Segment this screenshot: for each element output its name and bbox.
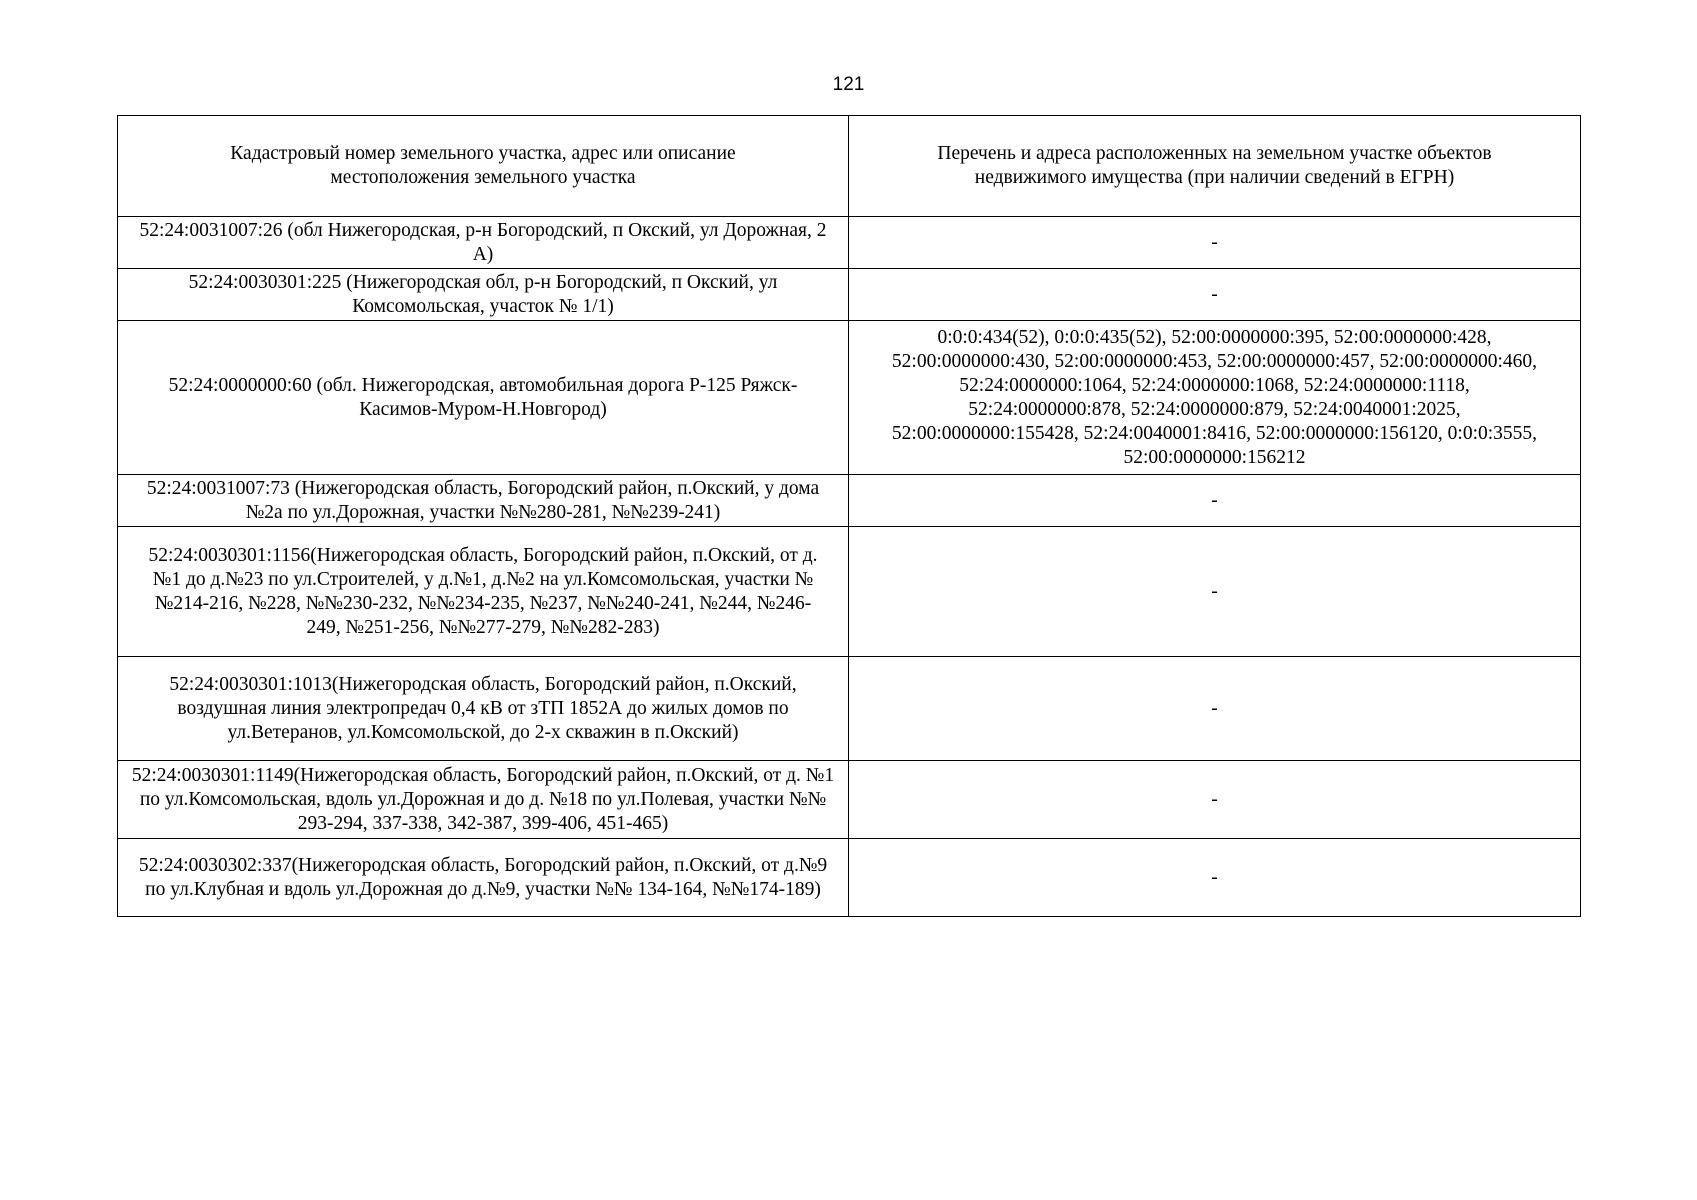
parcel-text: 52:24:0030302:337(Нижегородская область, Богородский район, п.Окский, от д.№9 по ул.Клубная и вдоль ул.Дорожная до д.№9, участки №№ 134-164, №№174-189) bbox=[138, 854, 828, 900]
objects-text: 0:0:0:434(52), 0:0:0:435(52), 52:00:0000000:395, 52:00:0000000:428, 52:00:0000000:430, 52:00:0000000:453, 52:00:0000000:457, 52:00:0000000:460, 52:24:0000000:1064, 52:24:0000000:1068, 52:24:0000000:1118, 52:24:0000000:878, 52:24:0000000:879, 52:24:0040001:2025, 52:00:0000000:155428, 52:24:0040001:8416, 52:00:0000000:156120, 0:0:0:3555, 52:00:0000000:156212 bbox=[891, 326, 1538, 468]
objects-cell bbox=[849, 217, 1581, 269]
objects-cell bbox=[849, 475, 1581, 527]
table-row bbox=[118, 269, 1581, 321]
table-header-row bbox=[118, 116, 1581, 217]
parcel-cell bbox=[118, 839, 849, 917]
table-row bbox=[118, 657, 1581, 761]
objects-cell bbox=[849, 839, 1581, 917]
objects-cell bbox=[849, 321, 1581, 475]
objects-text: - bbox=[1211, 580, 1218, 602]
parcel-cell bbox=[118, 527, 849, 657]
parcel-cell bbox=[118, 269, 849, 321]
table-row bbox=[118, 527, 1581, 657]
parcel-cell bbox=[118, 761, 849, 839]
objects-text: - bbox=[1211, 489, 1218, 511]
table-row bbox=[118, 217, 1581, 269]
parcel-text: 52:24:0030301:1013(Нижегородская область, Богородский район, п.Окский, воздушная линия электропредач 0,4 кВ от зТП 1852А до жилых домов по ул.Ветеранов, ул.Комсомольской, до 2-х скважин в п.Окский) bbox=[169, 673, 797, 743]
parcel-text: 52:24:0031007:73 (Нижегородская область, Богородский район, п.Окский, у дома №2а по ул.Дорожная, участки №№280-281, №№239-241) bbox=[146, 477, 820, 523]
parcel-text: 52:24:0030301:1149(Нижегородская область, Богородский район, п.Окский, от д. №1 по ул.Комсомольская, вдоль ул.Дорожная и до д. №18 по ул.Полевая, участки №№ 293-294, 337-338, 342-387, 399-406, 451-465) bbox=[131, 764, 835, 834]
table-row bbox=[118, 475, 1581, 527]
parcel-text: 52:24:0031007:26 (обл Нижегородская, р-н Богородский, п Окский, ул Дорожная, 2 А) bbox=[139, 219, 827, 265]
header-cadastral-number-text: Кадастровый номер земельного участка, адрес или описание местоположения земельного участка bbox=[230, 143, 736, 188]
objects-cell bbox=[849, 761, 1581, 839]
objects-cell bbox=[849, 269, 1581, 321]
header-cadastral-number bbox=[118, 116, 849, 217]
parcel-text: 52:24:0000000:60 (обл. Нижегородская, автомобильная дорога Р-125 Ряжск-Касимов-Муром-Н.Новгород) bbox=[168, 374, 798, 420]
parcel-text: 52:24:0030301:225 (Нижегородская обл, р-н Богородский, п Окский, ул Комсомольская, участок № 1/1) bbox=[188, 271, 778, 317]
objects-text: - bbox=[1211, 231, 1218, 253]
table-row bbox=[118, 839, 1581, 917]
header-real-estate-objects bbox=[849, 116, 1581, 217]
parcel-cell bbox=[118, 657, 849, 761]
parcel-text: 52:24:0030301:1156(Нижегородская область, Богородский район, п.Окский, от д.№1 до д.№23 по ул.Строителей, у д.№1, д.№2 на ул.Комсомольская, участки №№214-216, №228, №№230-232, №№234-235, №237, №№240-241, №244, №246-249, №251-256, №№277-279, №№282-283) bbox=[148, 544, 818, 638]
land-parcels-table bbox=[117, 115, 1581, 917]
header-real-estate-objects-text: Перечень и адреса расположенных на земельном участке объектов недвижимого имущества (при наличии сведений в ЕГРН) bbox=[937, 143, 1492, 188]
parcel-cell bbox=[118, 321, 849, 475]
parcel-cell bbox=[118, 217, 849, 269]
objects-text: - bbox=[1211, 866, 1218, 888]
table-row bbox=[118, 761, 1581, 839]
objects-cell bbox=[849, 527, 1581, 657]
page-number: 121 bbox=[832, 74, 865, 95]
objects-text: - bbox=[1211, 788, 1218, 810]
parcel-cell bbox=[118, 475, 849, 527]
objects-text: - bbox=[1211, 283, 1218, 305]
objects-text: - bbox=[1211, 697, 1218, 719]
objects-cell bbox=[849, 657, 1581, 761]
table-row bbox=[118, 321, 1581, 475]
